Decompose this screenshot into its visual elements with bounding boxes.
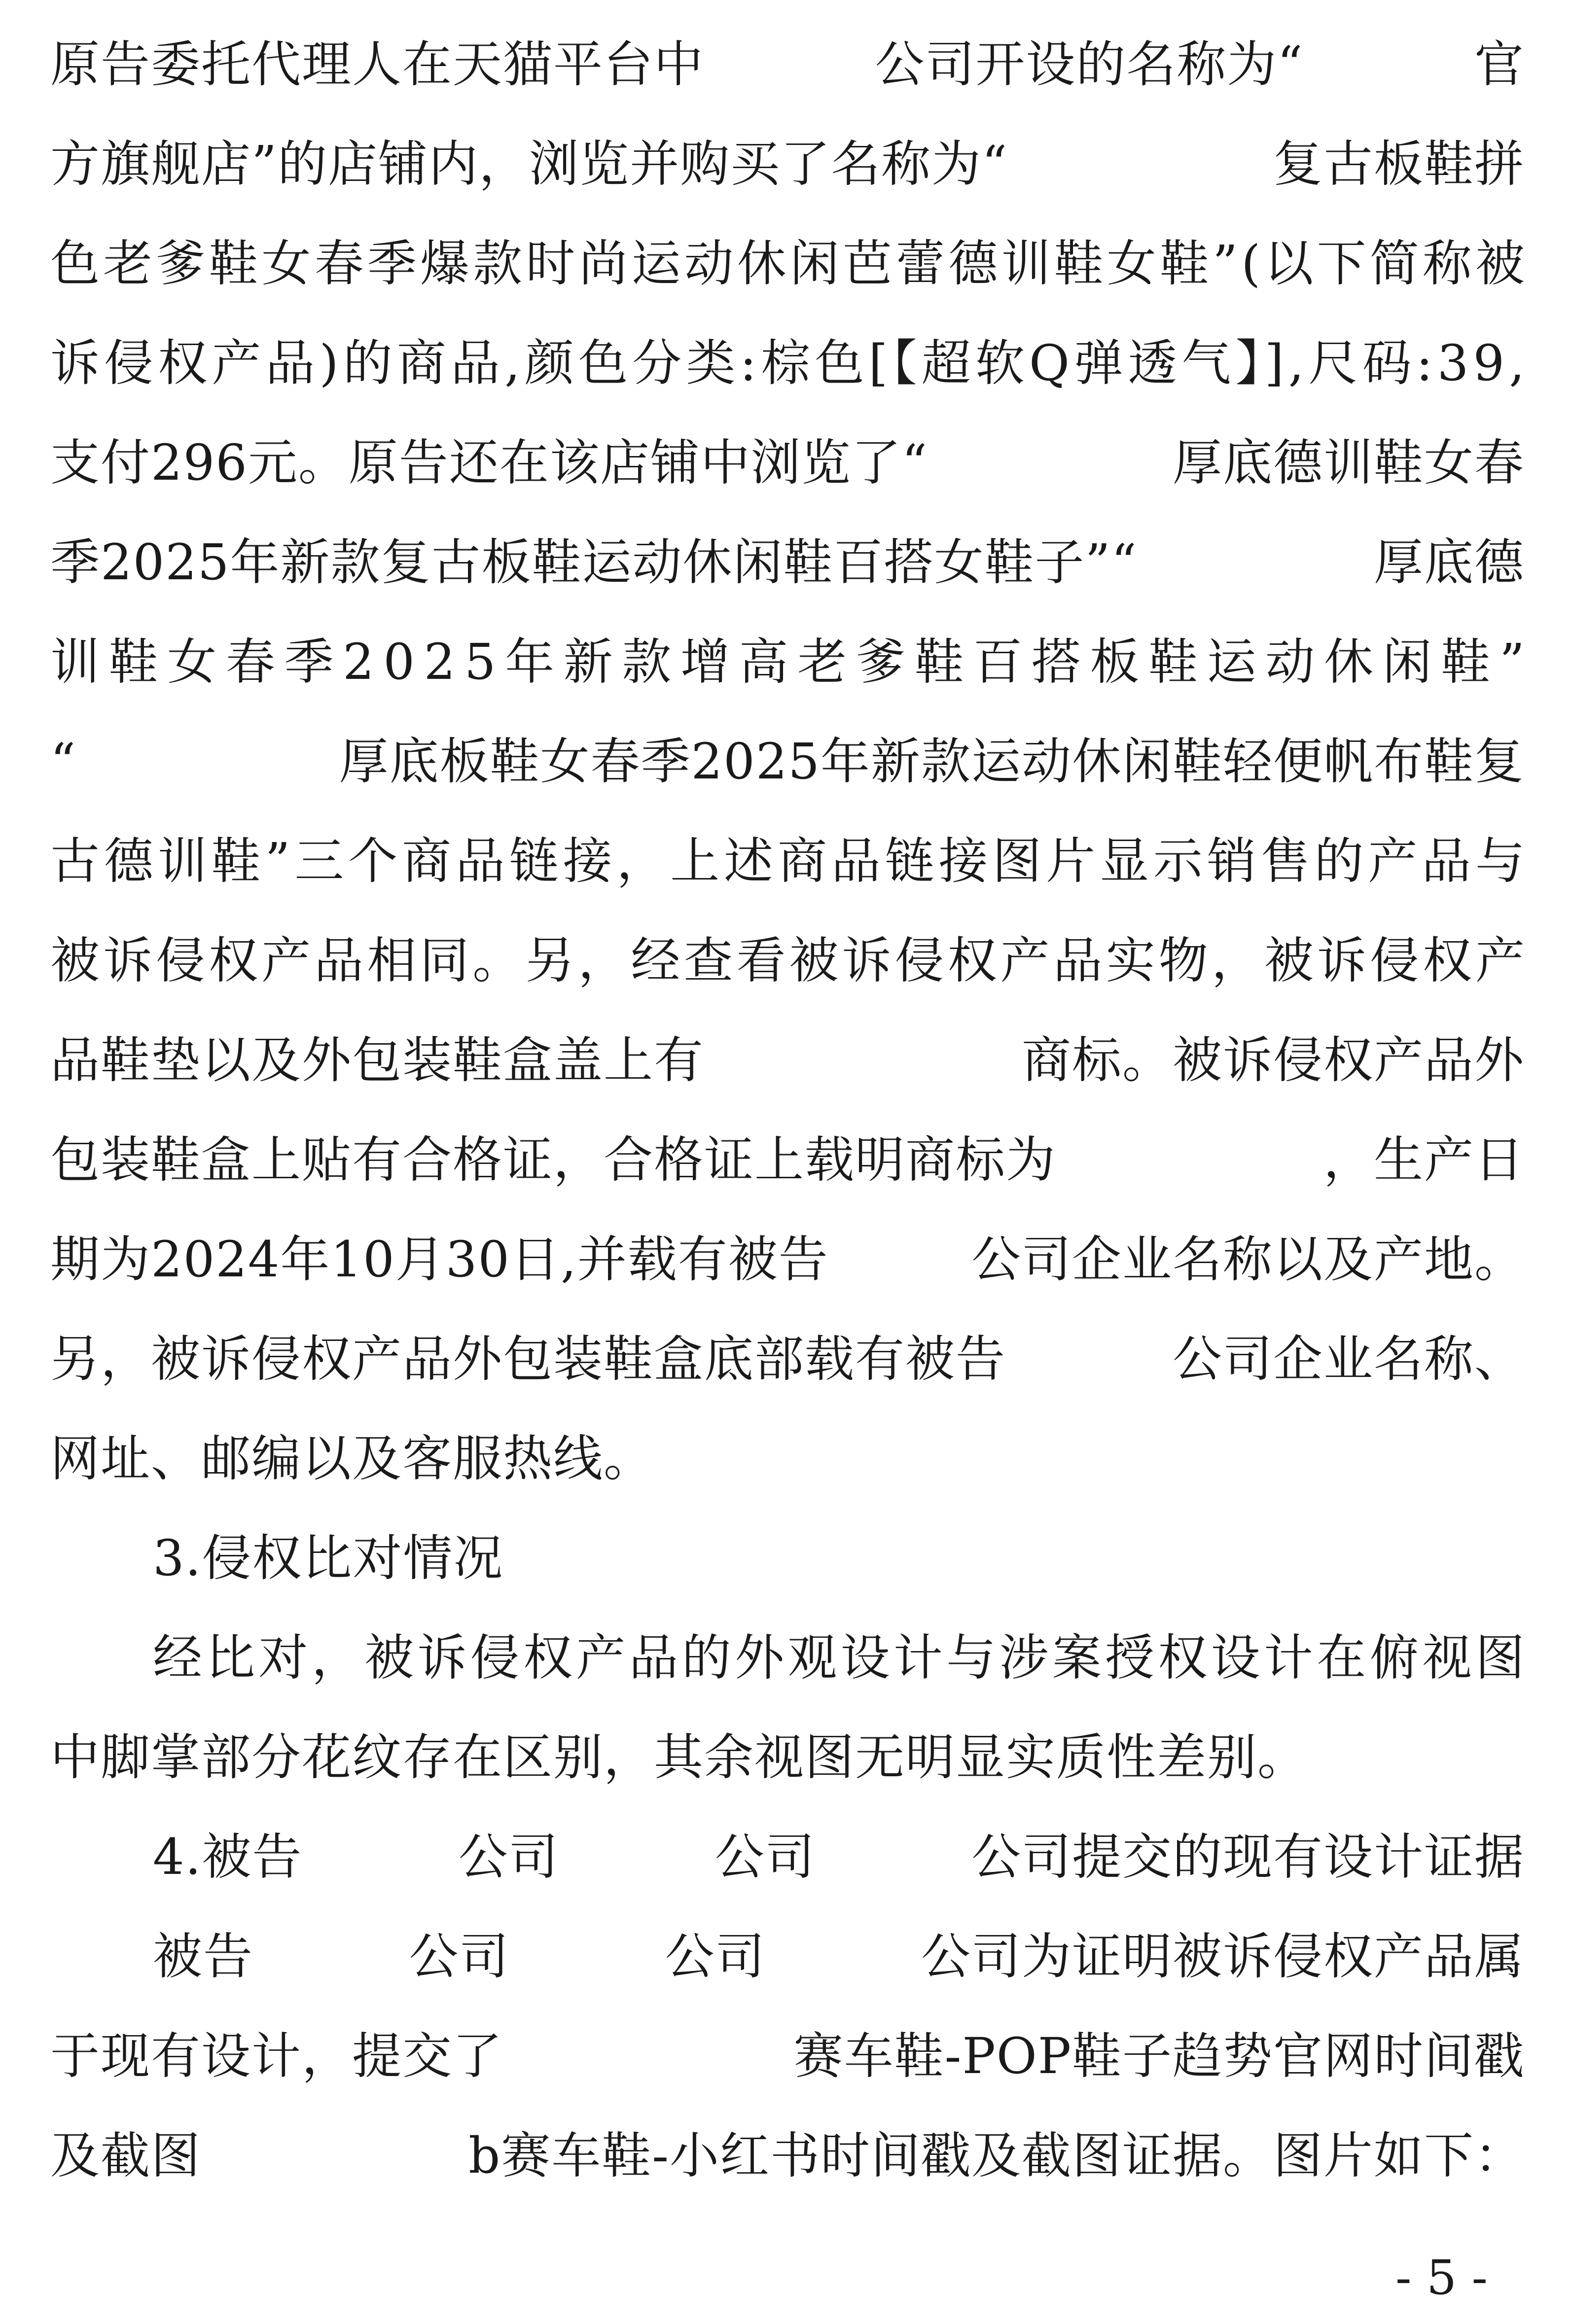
- text-line: [50, 1708, 1525, 1807]
- text-segment: 中脚掌部分花纹存在区别，其余视图无明显实质性差别。: [50, 1728, 1308, 1786]
- text-segment: 被告: [153, 1928, 253, 1985]
- document-body: [50, 15, 1534, 2206]
- text-segment: 经比对，被诉侵权产品的外观设计与涉案授权设计在俯视图: [153, 1629, 1529, 1687]
- text-segment: 方旗舰店”的店铺内，浏览并购买了名称为“: [50, 135, 1008, 193]
- text-line: [50, 2106, 1525, 2206]
- text-segment: 公司企业名称以及产地。: [971, 1231, 1525, 1288]
- text-segment: 公司开设的名称为“: [875, 35, 1304, 93]
- text-segment: 公司为证明被诉侵权产品属: [921, 1928, 1525, 1985]
- text-line: [50, 413, 1525, 513]
- text-line: [50, 214, 1529, 314]
- text-line: [50, 712, 1525, 811]
- text-line: [50, 1110, 1525, 1210]
- text-segment: b赛车鞋-小红书时间戳及截图证据。图片如下：: [468, 2127, 1525, 2184]
- text-line: [50, 1210, 1525, 1309]
- text-segment: 另，被诉侵权产品外包装鞋盒底部载有被告: [50, 1330, 1006, 1388]
- text-segment: 于现有设计，提交了: [50, 2027, 503, 2085]
- text-segment: 诉侵权产品)的商品,颜色分类:棕色[【超软Q弹透气】],尺码:39,: [50, 334, 1530, 392]
- text-line: [50, 1011, 1525, 1110]
- text-line: [50, 15, 1525, 114]
- text-segment: 官: [1474, 35, 1525, 93]
- text-segment: 公司企业名称、: [1173, 1330, 1525, 1388]
- text-line: [50, 314, 1530, 413]
- text-segment: 及截图: [50, 2127, 201, 2184]
- text-line: [50, 2007, 1525, 2106]
- text-segment: 公司: [458, 1828, 559, 1886]
- text-segment: 古德训鞋”三个商品链接，上述商品链接图片显示销售的产品与: [50, 832, 1529, 890]
- text-segment: 厚底板鞋女春季2025年新款运动休闲鞋轻便帆布鞋复: [339, 733, 1525, 790]
- text-line: [50, 1807, 1525, 1907]
- text-line: [50, 513, 1525, 612]
- text-segment: 包装鞋盒上贴有合格证，合格证上载明商标为: [50, 1131, 1056, 1189]
- text-segment: 公司提交的现有设计证据: [971, 1828, 1525, 1886]
- text-segment: 4.被告: [153, 1828, 303, 1886]
- text-line: [50, 1907, 1525, 2007]
- text-line: [50, 1309, 1525, 1409]
- text-segment: 原告委托代理人在天猫平台中: [50, 35, 704, 93]
- text-segment: ，生产日: [1323, 1131, 1525, 1189]
- text-segment: 支付296元。原告还在该店铺中浏览了“: [50, 434, 928, 492]
- text-segment: 色老爹鞋女春季爆款时尚运动休闲芭蕾德训鞋女鞋”(以下简称被: [50, 235, 1529, 292]
- text-line: [50, 1509, 1525, 1608]
- text-line: [50, 1409, 1525, 1509]
- text-line: [50, 1608, 1529, 1708]
- text-segment: “: [50, 733, 77, 790]
- text-segment: 商标。被诉侵权产品外: [1022, 1031, 1525, 1089]
- text-segment: 训鞋女春季2025年新款增高老爹鞋百搭板鞋运动休闲鞋”: [50, 633, 1534, 691]
- text-segment: 期为2024年10月30日,并载有被告: [50, 1231, 829, 1288]
- text-segment: 品鞋垫以及外包装鞋盒盖上有: [50, 1031, 704, 1089]
- text-segment: 公司: [409, 1928, 510, 1985]
- text-segment: 季2025年新款复古板鞋运动休闲鞋百搭女鞋子”“: [50, 533, 1138, 591]
- text-segment: 公司: [714, 1828, 816, 1886]
- text-line: [50, 811, 1529, 911]
- text-segment: 公司: [665, 1928, 766, 1985]
- page-number: - 5 -: [1395, 2250, 1488, 2305]
- text-segment: 厚底德训鞋女春: [1173, 434, 1525, 492]
- text-line: [50, 612, 1534, 712]
- text-segment: 被诉侵权产品相同。另，经查看被诉侵权产品实物，被诉侵权产: [50, 932, 1529, 989]
- text-line: [50, 911, 1529, 1011]
- text-segment: 网址、邮编以及客服热线。: [50, 1430, 654, 1487]
- text-segment: 赛车鞋-POP鞋子趋势官网时间戳: [793, 2027, 1525, 2085]
- text-segment: 厚底德: [1374, 533, 1525, 591]
- text-segment: 复古板鞋拼: [1273, 135, 1525, 193]
- text-line: [50, 114, 1525, 214]
- text-segment: 3.侵权比对情况: [153, 1529, 504, 1587]
